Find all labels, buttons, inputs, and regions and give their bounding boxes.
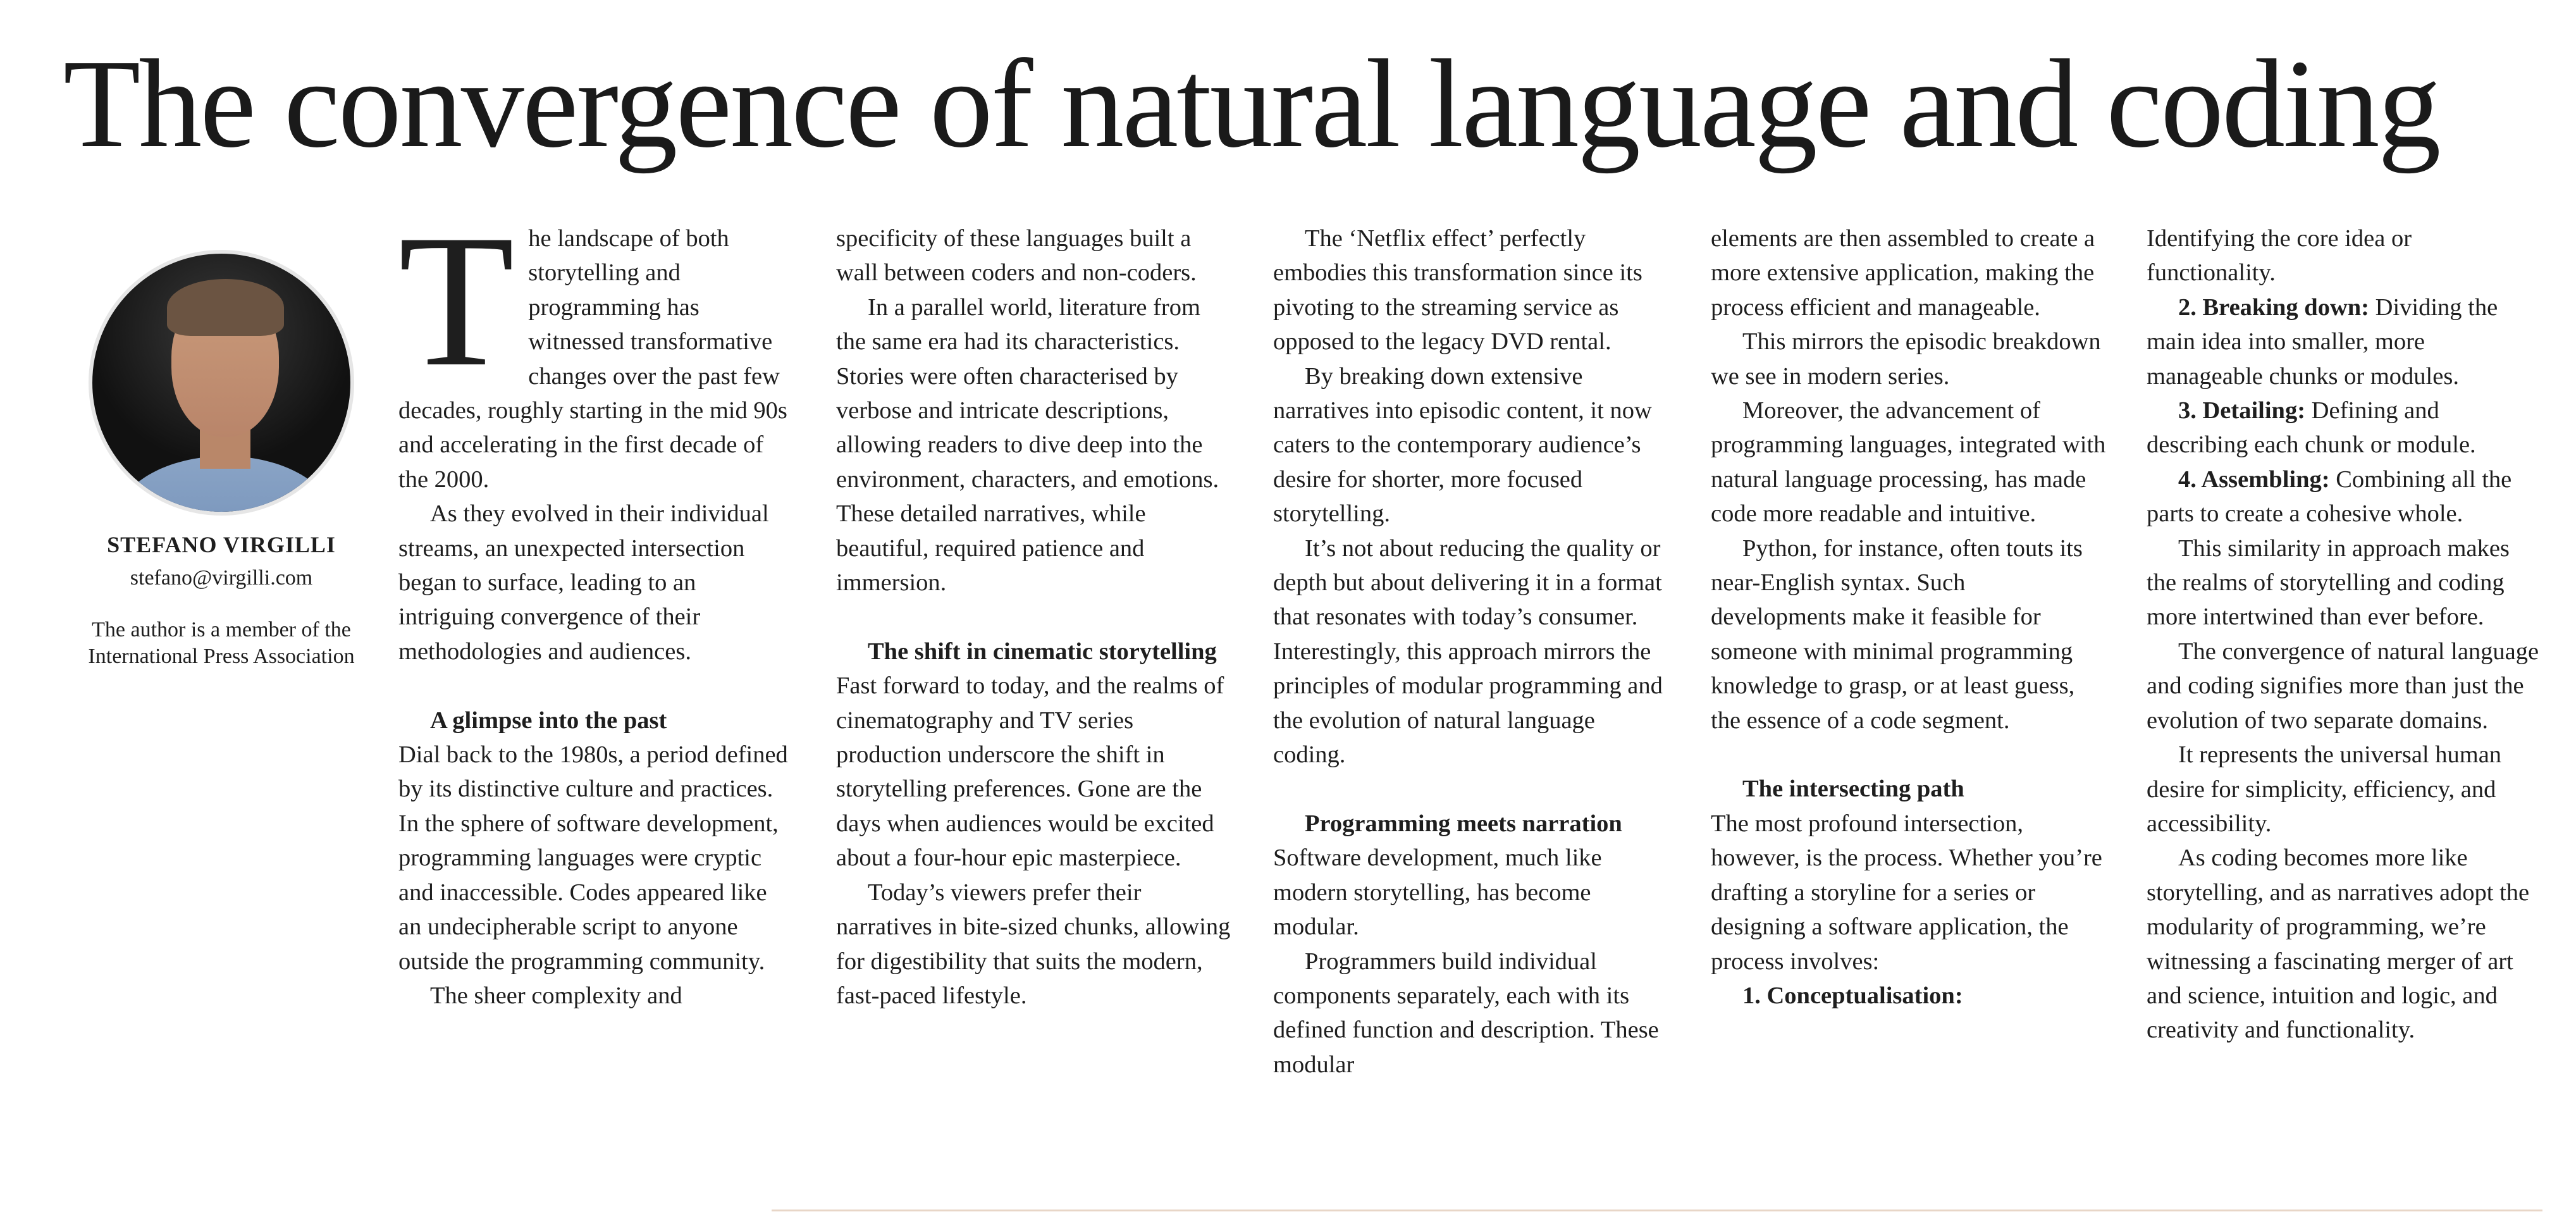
- paragraph: Programmers build individual components separately, each with its defined function and description. These modular: [1273, 948, 1659, 1078]
- subheading: A glimpse into the past: [430, 707, 667, 734]
- article-column-1: [398, 195, 794, 1013]
- step-label: 4. Assembling:: [2178, 466, 2330, 493]
- article-column-2: [836, 221, 1231, 1013]
- step-label: 2. Breaking down:: [2178, 294, 2370, 321]
- step-item: [2147, 393, 2542, 462]
- drop-cap: T: [398, 195, 515, 405]
- paragraph: By breaking down extensive narratives into episodic content, it now caters to the contemporary audience’s desire for shorter, more focused storytelling.: [1273, 362, 1652, 528]
- paragraph: elements are then assembled to create a more extensive application, making the process efficient and manageable.: [1711, 225, 2095, 321]
- paragraph: The most profound intersection, however, is the process. Whether you’re drafting a storyline for a series or designing a software application, the process involves:: [1711, 810, 2102, 975]
- subheading: The shift in cinematic storytelling: [868, 638, 1217, 665]
- step-text: Dividing the main idea into smaller, more manageable chunks or modules.: [2147, 294, 2498, 390]
- bottom-divider: [772, 1210, 2542, 1211]
- step-item: [2147, 290, 2542, 393]
- paragraph: It’s not about reducing the quality or depth but about delivering it in a format that resonates with today’s consumer. Interestingly, this approach mirrors the principles of modular programming and the evolution of natural language coding.: [1273, 535, 1663, 769]
- step-label: 1. Conceptualisation:: [1742, 982, 1963, 1009]
- subheading: Programming meets narration: [1305, 810, 1622, 837]
- paragraph: As coding becomes more like storytelling, and as narratives adopt the modularity of programming, we’re witnessing a fascinating merger of art and science, intuition and logic, and creativity and functionality.: [2147, 845, 2530, 1044]
- paragraph: Moreover, the advancement of programming languages, integrated with natural language processing, has made code more readable and intuitive.: [1711, 397, 2106, 528]
- paragraph: In a parallel world, literature from the same era had its characteristics. Stories were often characterised by verbose and intricate descriptions, allowing readers to dive deep into the environment, characters, and emotions. These detailed narratives, while beautiful, required patience and immersion.: [836, 294, 1219, 597]
- paragraph: As they evolved in their individual streams, an unexpected intersection began to surface, leading to an intriguing convergence of their methodologies and audiences.: [398, 500, 769, 665]
- paragraph: Dial back to the 1980s, a period defined by its distinctive culture and practices. In the sphere of software development, programming languages were cryptic and inaccessible. Codes appeared like an undecipherable script to anyone outside the programming community.: [398, 741, 788, 975]
- step-text: Defining and describing each chunk or module.: [2147, 397, 2476, 459]
- author-photo: [89, 250, 354, 516]
- author-name: STEFANO VIRGILLI: [107, 532, 336, 557]
- paragraph: specificity of these languages built a wall between coders and non-coders.: [836, 225, 1197, 287]
- step-item: [2147, 462, 2542, 531]
- step-label: 3. Detailing:: [2178, 397, 2306, 424]
- article-column-4: [1711, 221, 2106, 1013]
- paragraph: The ‘Netflix effect’ perfectly embodies this transformation since its pivoting to the streaming service as opposed to the legacy DVD rental.: [1273, 225, 1642, 356]
- paragraph: This similarity in approach makes the realms of storytelling and coding more intertwined than ever before.: [2147, 535, 2510, 631]
- author-email[interactable]: stefano@virgilli.com: [130, 566, 313, 590]
- paragraph: The sheer complexity and: [430, 982, 682, 1009]
- paragraph: Identifying the core idea or functionality.: [2147, 225, 2412, 287]
- step-text: Combining all the parts to create a cohesive whole.: [2147, 466, 2512, 528]
- article-column-3: [1273, 221, 1668, 1082]
- paragraph: he landscape of both storytelling and programming has witnessed transformative changes over the past few decades, roughly starting in the mid 90s and accelerating in the first decade of the 2000.: [398, 225, 787, 493]
- paragraph: Today’s viewers prefer their narratives in bite-sized chunks, allowing for digestibility that suits the modern, fast-paced lifestyle.: [836, 879, 1231, 1009]
- article-column-5: [2147, 221, 2542, 1048]
- headline: The convergence of natural language and coding: [63, 34, 2439, 174]
- author-sidebar: [76, 250, 367, 668]
- paragraph: Fast forward to today, and the realms of cinematography and TV series production underscore the shift in storytelling preferences. Gone are the days when audiences would be excited about a four-hour epic masterpiece.: [836, 672, 1224, 872]
- paragraph: Software development, much like modern storytelling, has become modular.: [1273, 845, 1602, 941]
- paragraph: Python, for instance, often touts its near-English syntax. Such developments make it feasible for someone with minimal programming knowledge to grasp, or at least guess, the essence of a code segment.: [1711, 535, 2083, 734]
- paragraph: This mirrors the episodic breakdown we see in modern series.: [1711, 328, 2101, 390]
- author-bio: The author is a member of the International Press Association: [88, 618, 355, 668]
- subheading: The intersecting path: [1742, 776, 1964, 803]
- paragraph: It represents the universal human desire for simplicity, efficiency, and accessibility.: [2147, 741, 2502, 837]
- paragraph: The convergence of natural language and coding signifies more than just the evolution of two separate domains.: [2147, 638, 2539, 734]
